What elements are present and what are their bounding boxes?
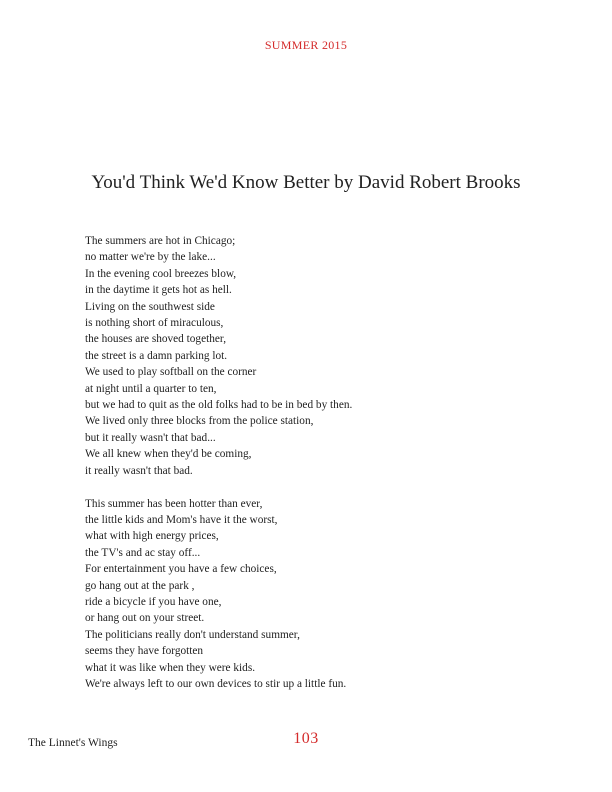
poem-line: The summers are hot in Chicago; — [85, 235, 236, 247]
poem-line: the street is a damn parking lot. — [85, 349, 228, 362]
poem-line: For entertainment you have a few choices, — [85, 563, 277, 576]
poem-line: the TV's and ac stay off... — [85, 546, 201, 559]
poem-line: at night until a quarter to ten, — [85, 382, 217, 395]
running-head: SUMMER 2015 — [264, 38, 348, 52]
publication-name: The Linnet's Wings — [28, 737, 118, 749]
poem-line: but we had to quit as the old folks had to be in bed by then. — [85, 399, 353, 412]
poem-line: We all knew when they'd be coming, — [85, 448, 252, 461]
poem-line: what with high energy prices, — [85, 530, 219, 543]
stanza — [85, 233, 565, 479]
poem-line: We're always left to our own devices to stir up a little fun. — [85, 678, 347, 691]
poem-line: go hang out at the park , — [85, 579, 195, 592]
poem-body — [85, 233, 565, 709]
poem-line: In the evening cool breezes blow, — [85, 267, 237, 280]
poem-line: the houses are shoved together, — [85, 333, 227, 346]
poem-line: ride a bicycle if you have one, — [85, 596, 222, 609]
poem-line: seems they have forgotten — [85, 645, 204, 658]
poem-line: it really wasn't that bad. — [85, 464, 193, 477]
stanza — [85, 496, 565, 693]
poem-line: but it really wasn't that bad... — [85, 431, 216, 444]
poem-line: We lived only three blocks from the police station, — [85, 415, 314, 428]
poem-line: or hang out on your street. — [85, 612, 205, 625]
poem-line: the little kids and Mom's have it the worst, — [85, 514, 278, 526]
poem-line: what it was like when they were kids. — [85, 661, 256, 674]
poem-line: We used to play softball on the corner — [85, 366, 257, 379]
poem-line: in the daytime it gets hot as hell. — [85, 284, 232, 297]
poem-line: The politicians really don't understand summer, — [85, 628, 300, 641]
poem-line: Living on the southwest side — [85, 300, 215, 313]
poem-line: This summer has been hotter than ever, — [85, 497, 263, 510]
page-number: 103 — [293, 730, 319, 747]
poem-title: You'd Think We'd Know Better by David Robert Brooks — [91, 172, 521, 193]
poem-line: is nothing short of miraculous, — [85, 317, 224, 330]
poem-line: no matter we're by the lake... — [85, 251, 216, 264]
